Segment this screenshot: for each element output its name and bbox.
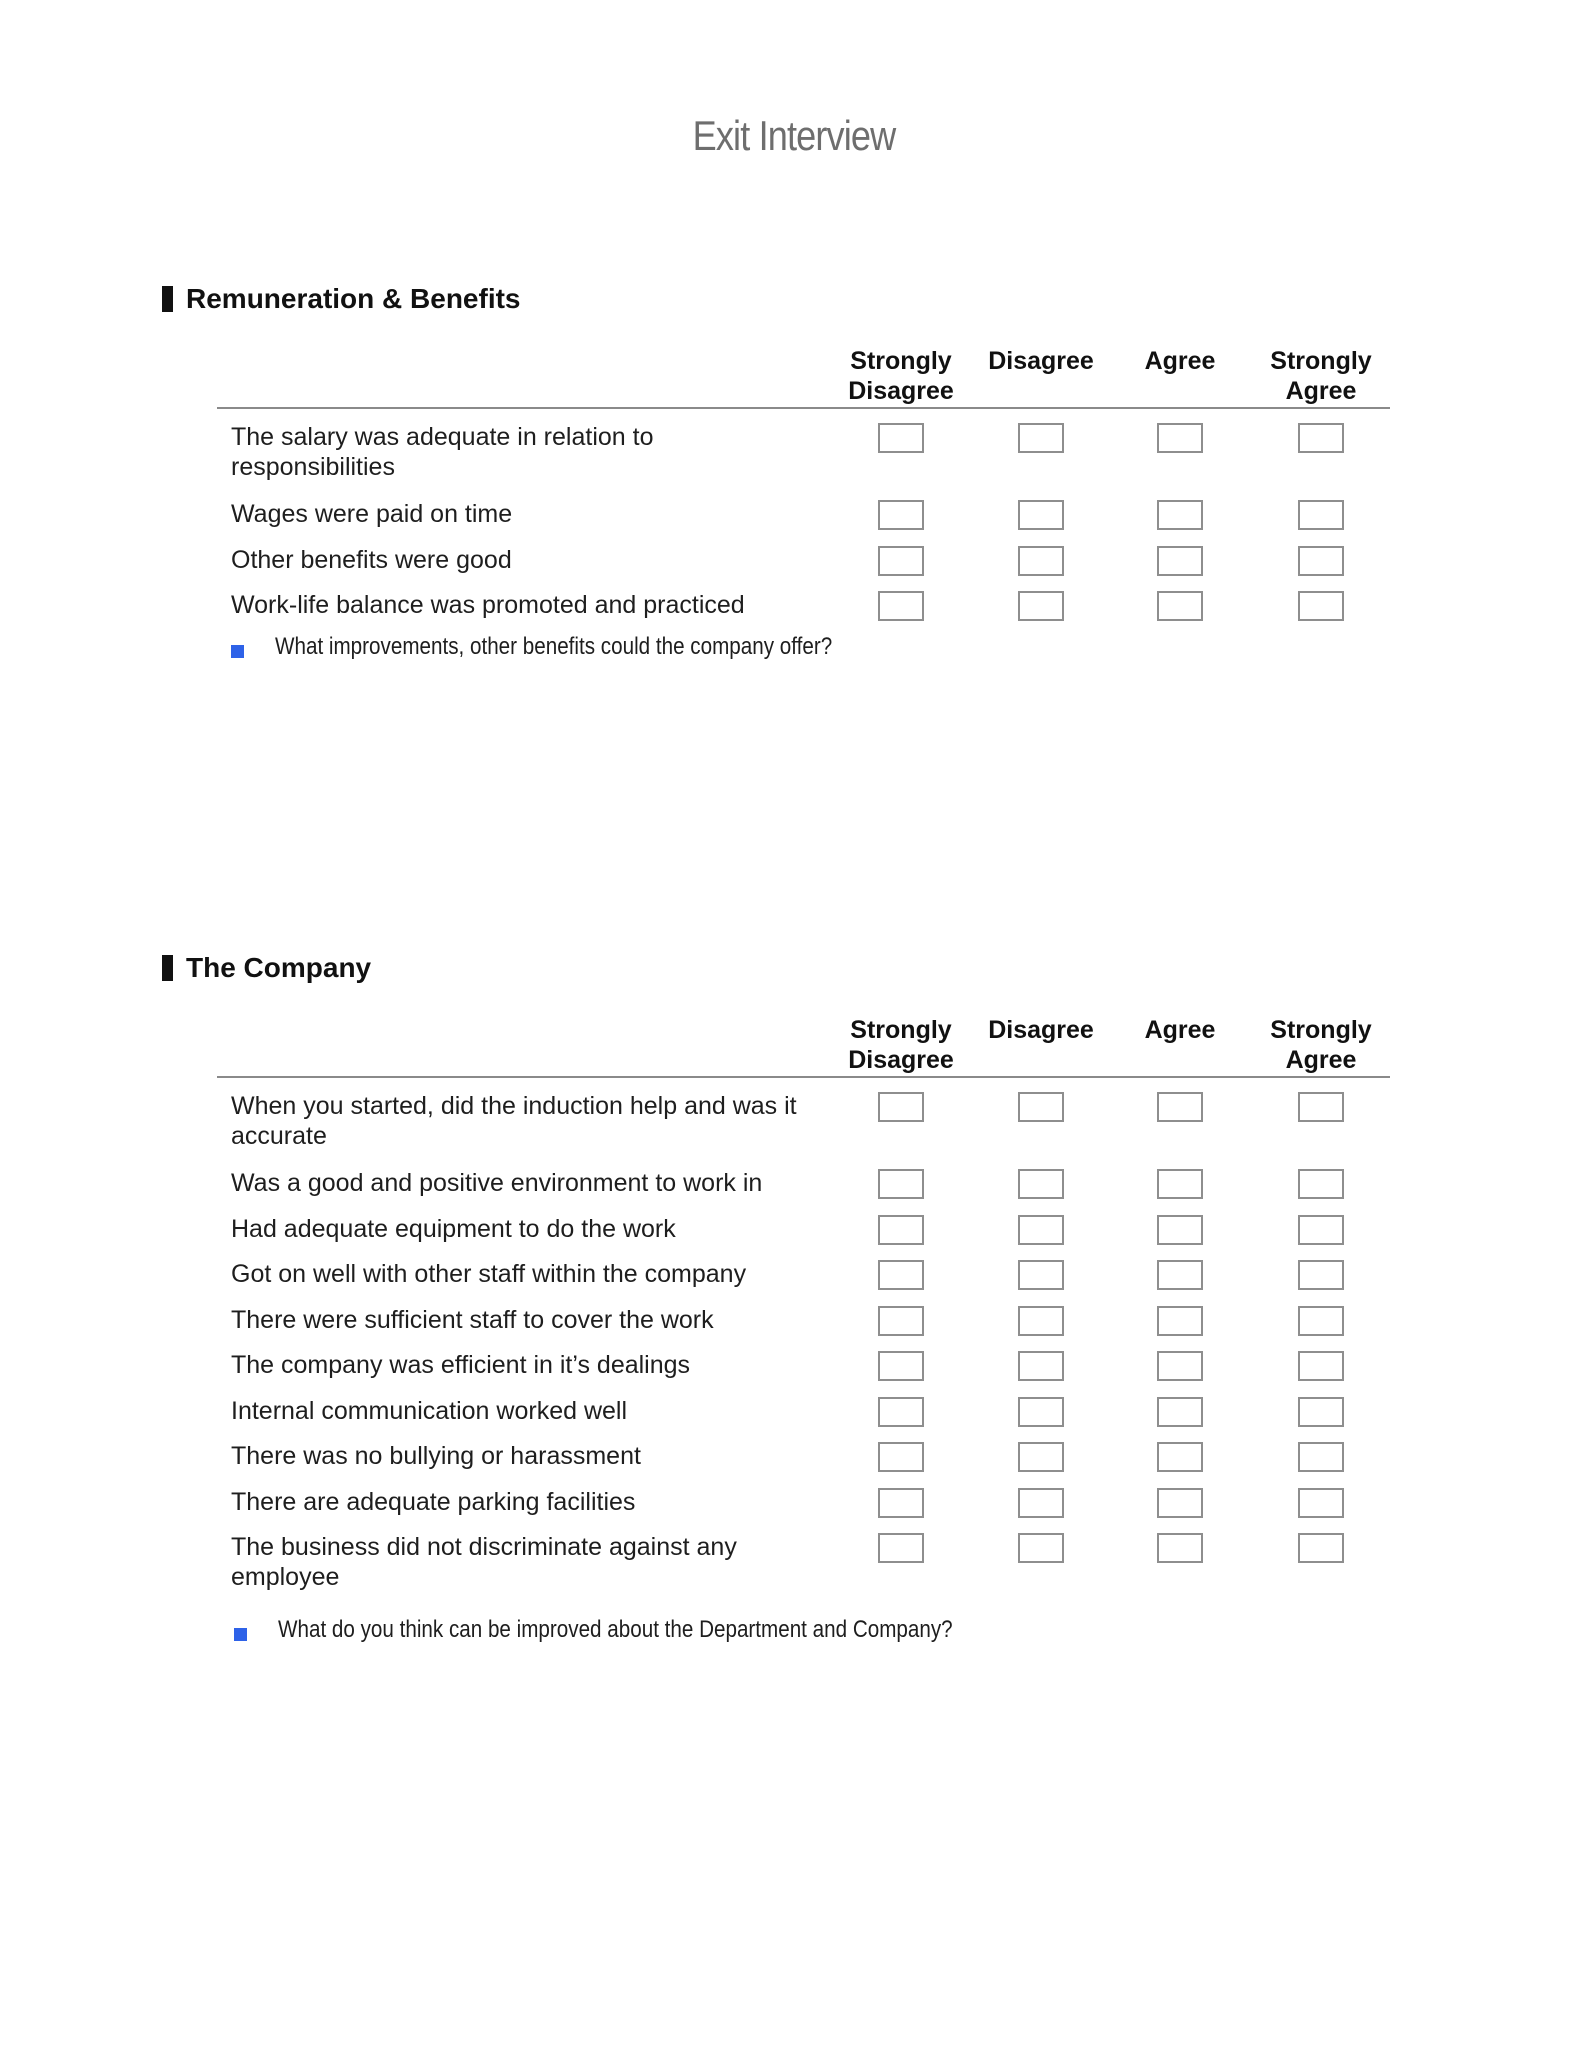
checkbox-agree[interactable] — [1157, 500, 1203, 530]
checkbox-agree[interactable] — [1157, 1351, 1203, 1381]
column-header-strongly-disagree: Strongly Disagree — [848, 1016, 954, 1074]
question-label: The salary was adequate in relation to responsibilities — [231, 423, 654, 481]
checkbox-strongly-disagree[interactable] — [878, 546, 924, 576]
question-label: Had adequate equipment to do the work — [231, 1215, 676, 1243]
checkbox-disagree[interactable] — [1018, 1092, 1064, 1122]
checkbox-strongly-disagree[interactable] — [878, 1397, 924, 1427]
checkbox-disagree[interactable] — [1018, 1488, 1064, 1518]
checkbox-disagree[interactable] — [1018, 1533, 1064, 1563]
checkbox-strongly-agree[interactable] — [1298, 1215, 1344, 1245]
checkbox-agree[interactable] — [1157, 1215, 1203, 1245]
header-divider — [217, 407, 1390, 409]
checkbox-agree[interactable] — [1157, 1442, 1203, 1472]
checkbox-strongly-agree[interactable] — [1298, 546, 1344, 576]
question-label: Wages were paid on time — [231, 500, 513, 528]
column-header-disagree: Disagree — [988, 1016, 1094, 1044]
checkbox-disagree[interactable] — [1018, 500, 1064, 530]
checkbox-strongly-disagree[interactable] — [878, 1169, 924, 1199]
checkbox-strongly-disagree[interactable] — [878, 1306, 924, 1336]
page-title: Exit Interview — [692, 112, 896, 159]
section-heading-text: Remuneration & Benefits — [186, 283, 521, 314]
checkbox-strongly-agree[interactable] — [1298, 1397, 1344, 1427]
checkbox-strongly-disagree[interactable] — [878, 1533, 924, 1563]
question-label: When you started, did the induction help and was it accurate — [231, 1092, 797, 1150]
checkbox-strongly-disagree[interactable] — [878, 500, 924, 530]
question-label: Internal communication worked well — [231, 1397, 628, 1425]
checkbox-disagree[interactable] — [1018, 546, 1064, 576]
checkbox-strongly-agree[interactable] — [1298, 1488, 1344, 1518]
checkbox-strongly-agree[interactable] — [1298, 423, 1344, 453]
open-question-prompt: What improvements, other benefits could the company offer? — [275, 633, 833, 660]
checkbox-strongly-agree[interactable] — [1298, 1442, 1344, 1472]
question-label: There were sufficient staff to cover the work — [231, 1306, 714, 1334]
checkbox-strongly-disagree[interactable] — [878, 1442, 924, 1472]
column-header-agree: Agree — [1144, 347, 1216, 375]
checkbox-strongly-agree[interactable] — [1298, 1169, 1344, 1199]
header-divider — [217, 1076, 1390, 1078]
heading-bullet-icon — [162, 955, 173, 981]
checkbox-agree[interactable] — [1157, 591, 1203, 621]
checkbox-strongly-agree[interactable] — [1298, 591, 1344, 621]
checkbox-disagree[interactable] — [1018, 1260, 1064, 1290]
question-label: The business did not discriminate against any employee — [231, 1533, 737, 1591]
checkbox-strongly-disagree[interactable] — [878, 1351, 924, 1381]
checkbox-disagree[interactable] — [1018, 591, 1064, 621]
column-header-agree: Agree — [1144, 1016, 1216, 1044]
checkbox-strongly-agree[interactable] — [1298, 1260, 1344, 1290]
checkbox-strongly-agree[interactable] — [1298, 1092, 1344, 1122]
question-label: Work-life balance was promoted and practiced — [231, 591, 745, 619]
heading-bullet-icon — [162, 286, 173, 312]
checkbox-agree[interactable] — [1157, 546, 1203, 576]
checkbox-disagree[interactable] — [1018, 1442, 1064, 1472]
checkbox-agree[interactable] — [1157, 1169, 1203, 1199]
checkbox-agree[interactable] — [1157, 1488, 1203, 1518]
square-bullet-icon — [231, 645, 244, 658]
column-header-strongly-agree: Strongly Agree — [1270, 347, 1372, 405]
question-label: There was no bullying or harassment — [231, 1442, 641, 1470]
checkbox-disagree[interactable] — [1018, 423, 1064, 453]
checkbox-agree[interactable] — [1157, 423, 1203, 453]
checkbox-strongly-disagree[interactable] — [878, 1092, 924, 1122]
section-heading — [162, 952, 371, 984]
question-label: Other benefits were good — [231, 546, 512, 574]
question-label: The company was efficient in it’s dealings — [231, 1351, 691, 1379]
checkbox-disagree[interactable] — [1018, 1397, 1064, 1427]
column-header-strongly-disagree: Strongly Disagree — [848, 347, 954, 405]
checkbox-agree[interactable] — [1157, 1092, 1203, 1122]
checkbox-strongly-agree[interactable] — [1298, 1533, 1344, 1563]
checkbox-disagree[interactable] — [1018, 1169, 1064, 1199]
checkbox-strongly-disagree[interactable] — [878, 423, 924, 453]
question-label: Was a good and positive environment to work in — [231, 1169, 763, 1197]
checkbox-strongly-disagree[interactable] — [878, 1215, 924, 1245]
checkbox-strongly-agree[interactable] — [1298, 1306, 1344, 1336]
checkbox-strongly-disagree[interactable] — [878, 591, 924, 621]
section-heading-text: The Company — [186, 952, 372, 983]
open-question-prompt: What do you think can be improved about the Department and Company? — [278, 1616, 953, 1643]
section-heading — [162, 283, 521, 315]
checkbox-disagree[interactable] — [1018, 1351, 1064, 1381]
checkbox-agree[interactable] — [1157, 1533, 1203, 1563]
question-label: Got on well with other staff within the company — [231, 1260, 747, 1288]
square-bullet-icon — [234, 1628, 247, 1641]
checkbox-disagree[interactable] — [1018, 1306, 1064, 1336]
checkbox-strongly-agree[interactable] — [1298, 1351, 1344, 1381]
checkbox-agree[interactable] — [1157, 1397, 1203, 1427]
checkbox-agree[interactable] — [1157, 1260, 1203, 1290]
column-header-disagree: Disagree — [988, 347, 1094, 375]
question-label: There are adequate parking facilities — [231, 1488, 636, 1516]
checkbox-strongly-disagree[interactable] — [878, 1488, 924, 1518]
checkbox-strongly-agree[interactable] — [1298, 500, 1344, 530]
checkbox-disagree[interactable] — [1018, 1215, 1064, 1245]
checkbox-strongly-disagree[interactable] — [878, 1260, 924, 1290]
column-header-strongly-agree: Strongly Agree — [1270, 1016, 1372, 1074]
checkbox-agree[interactable] — [1157, 1306, 1203, 1336]
